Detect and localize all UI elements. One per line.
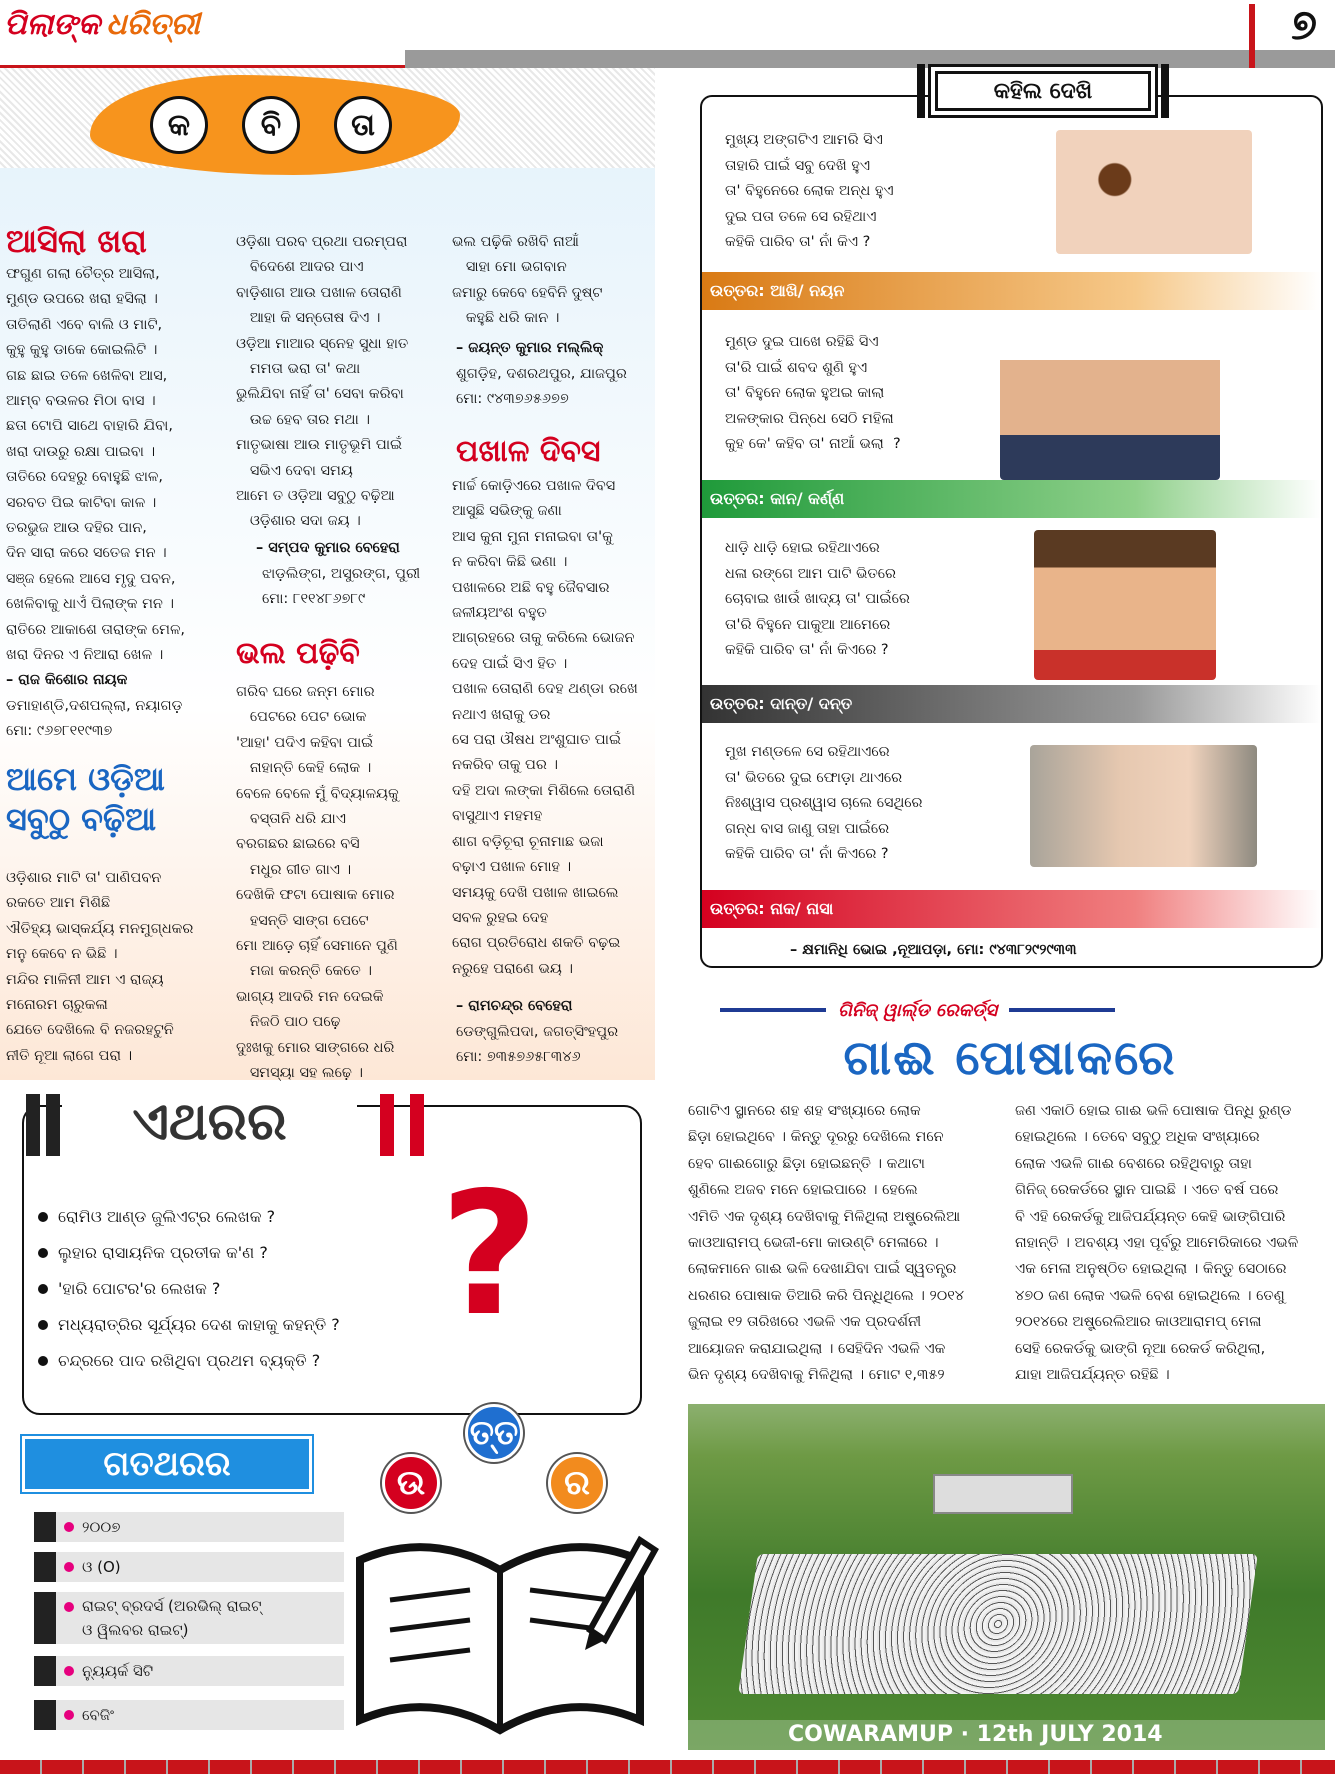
answer-1: ୨୦୦୭: [34, 1512, 344, 1542]
question-3: 'ହାରି ପୋଟର'ର ଲେଖକ ?: [38, 1272, 220, 1306]
question-mark-icon: ?: [440, 1156, 539, 1354]
poem-1-address: ଡମାହାଣ୍ଡି,ଦଶପଲ୍ଲା, ନୟାଗଡ଼ ମୋ: ୯୬୭୮୧୧୯୩୭: [6, 698, 183, 740]
page-number-divider: [1249, 4, 1255, 68]
guinness-rule-left: [720, 1008, 826, 1012]
uttara-letter-1: ଉ: [382, 1454, 440, 1512]
guinness-column-1: ଗୋଟିଏ ସ୍ଥାନରେ ଶହ ଶହ ସଂଖ୍ୟାରେ ଲୋକ ଛିଡ଼ା ହୋଇଥିବେ । କିନ୍ତୁ ଦୂରରୁ ଦେଖିଲେ ମନେ ହେବ ଗାଈଗୋରୁ ଛିଡ଼ା ହୋଇଛନ୍ତି । କଥାଟା ଶୁଣିଲେ ଅଜବ ମନେ ହୋଇପାରେ । ହେଲେ ଏମିତି ଏକ ଦୃଶ୍ୟ ଦେଖିବାକୁ ମିଳିଥିଲା ଅଷ୍ଟ୍ରେଲିଆ କାଓଆରାମପ୍ ଭେଜୀ-ମୋ କାଉଣ୍ଟି ମେଳାରେ । ଲୋକମାନେ ଗାଈ ଭଳି ଦେଖାଯିବା ପାଇଁ ସ୍ୱତନ୍ତ୍ର ଧରଣର ପୋଷାକ ତିଆରି କରି ପିନ୍ଧିଥିଲେ । ୨୦୧୪ ଜୁଲାଇ ୧୨ ତାରିଖରେ ଏଭଳି ଏକ ପ୍ରଦର୍ଶନୀ ଆୟୋଜନ କରାଯାଇଥିଲା । ସେହିଦିନ ଏଭଳି ଏକ ଭିନ ଦୃଶ୍ୟ ଦେଖିବାକୁ ମିଳିଥିଲା । ମୋଟ ୧,୩୫୨: [688, 1103, 965, 1384]
riddle-1-answer: ଉତ୍ତର: ଆଖି/ ନୟନ: [702, 272, 1321, 310]
guinness-label: [720, 1000, 1115, 1020]
poem-3-title: ଭଲ ପଢ଼ିବି: [236, 636, 360, 671]
poem-3-author: – ଜୟନ୍ତ କୁମାର ମଲ୍ଲିକ୍: [456, 340, 604, 356]
poem-2-body-b: ଓଡ଼ିଶା ପରବ ପ୍ରଥା ପରମ୍ପରା ବିଦେଶେ ଆଦର ପାଏ ବାଡ଼ିଶାଗ ଆଉ ପଖାଳ ତୋରାଣି ଆହା କି ସନ୍ତୋଷ ଦିଏ । ଓଡ଼ିଆ ମାଆର ସ୍ନେହ ସୁଧା ହାତ ମମତା ଭରା ତା' କଥା ଭୁଲିଯିବା ନାହିଁ ତା' ସେବା କରିବା ଉଚ୍ଚ ହେବ ତାର ମଥା । ମାତୃଭାଷା ଆଉ ମାତୃଭୂମି ପାଇଁ ସଭିଏ ଦେବା ସମୟ ଆମେ ତ ଓଡ଼ିଆ ସବୁଠୁ ବଢ଼ିଆ ଓଡ଼ିଶାର ସଦା ଜୟ ।: [236, 234, 409, 530]
riddle-2-answer: ଉତ୍ତର: କାନ/ କର୍ଣ୍ଣ: [702, 480, 1321, 518]
poem-2-author: – ସମ୍ପଦ କୁମାର ବେହେରା: [256, 540, 400, 556]
riddle-credit: – କ୍ଷମାନିଧି ଭୋଇ ,ନୂଆପଡ଼ା, ମୋ: ୯୪୩୮୨୯୨୯୩୩: [790, 942, 1077, 958]
teeth-photo: [1034, 530, 1216, 680]
pavilion: [933, 1474, 1073, 1514]
ethara-bar-3: [380, 1094, 394, 1156]
poem-2-title-line-1: ଆମେ ଓଡ଼ିଆ: [6, 760, 165, 798]
header-rule-left: [0, 50, 405, 68]
answer-5: ବେଜିଂ: [34, 1700, 344, 1730]
ethara-bar-4: [410, 1094, 424, 1156]
poem-2-title-line-2: ସବୁଠୁ ବଢ଼ିଆ: [6, 800, 157, 838]
poem-4-address: ଡେଙ୍ଗୁଲିପଦା, ଜଗତ୍‌ସିଂହପୁର ମୋ: ୭୩୫୭୬୫୮୩୪୬: [456, 1024, 619, 1066]
riddle-title: କହିଲ ଦେଖି: [928, 64, 1158, 118]
poem-2-body-a: ଓଡ଼ିଶାର ମାଟି ତା' ପାଣିପବନ ରକତେ ଆମ ମିଶିଛି ଐତିହ୍ୟ ଭାସ୍କର୍ଯ୍ୟ ମନମୁଗ୍ଧକର ମନୁ କେବେ ନ ଭିଛି । ମନ୍ଦିର ମାଳିନୀ ଆମ ଏ ରାଜ୍ୟ ମନୋରମ ଚାରୁକଳା ଯେତେ ଦେଖିଲେ ବି ନଜରହଟୁନି ନୀତି ନୂଆ ଲାଗେ ପରା ।: [6, 870, 194, 1064]
answer-2: ଓ (O): [34, 1552, 344, 1582]
poem-3-body-b: ଭଲ ପଢ଼ିକି ରଖିବି ନାଆଁ ସାହା ମୋ ଭଗବାନ ଜମାରୁ କେବେ ହେବିନି ଦୁଷ୍ଟ କହୁଛି ଧରି କାନ ।: [452, 234, 603, 327]
nose-photo: [1030, 745, 1257, 867]
riddle-4-text: ମୁଖ ମଣ୍ଡଳେ ସେ ରହିଥାଏରେ ତା' ଭିତରେ ଦୁଇ ଫୋଡ଼ା ଥାଏରେ ନିଃଶ୍ୱାସ ପ୍ରଶ୍ୱାସ ଚାଲେ ସେଥିରେ ଗନ୍ଧ ବାସ ଜାଣୁ ତାହା ପାଇଁରେ କହିକି ପାରିବ ତା' ନାଁ କିଏରେ ?: [725, 744, 923, 862]
question-5: ଚନ୍ଦ୍ରରେ ପାଦ ରଖିଥିବା ପ୍ରଥମ ବ୍ୟକ୍ତି ?: [38, 1344, 320, 1378]
kavita-letter-1: କ: [150, 96, 208, 154]
photo-banner: COWARAMUP · 12th JULY 2014: [688, 1720, 1325, 1750]
uttara-letter-3: ର: [548, 1454, 606, 1512]
guinness-rule-right: [1009, 1008, 1115, 1012]
riddle-3-answer: ଉତ୍ତର: ଦାନ୍ତ/ ଦନ୍ତ: [702, 685, 1321, 723]
question-2: ଲୁହାର ରାସାୟନିକ ପ୍ରତୀକ କ'ଣ ?: [38, 1236, 268, 1270]
answer-3: ରାଇଟ୍ ବ୍ରଦର୍ସ (ଅରଭିଲ୍ ରାଇଟ୍ ଓ ୱିଲବର ରାଇଟ୍): [34, 1592, 344, 1644]
poem-1-title: ଆସିଲା ଖରା: [6, 222, 147, 260]
masthead-part-1: ପିଲାଙ୍କ: [4, 6, 101, 42]
ears-photo: [1000, 330, 1220, 480]
poem-3-address: ଶୁଗଡ଼ିହ, ଦଶରଥପୁର, ଯାଜପୁର ମୋ: ୯୪୩୭୬୫୬୭୭: [456, 366, 627, 408]
riddle-4-answer: ଉତ୍ତର: ନାକ/ ନାସା: [702, 890, 1321, 928]
uttara-letter-2: ତ୍ତ: [465, 1404, 523, 1462]
poem-1-author: – ରାଜ କିଶୋର ନାୟକ: [6, 672, 128, 688]
poem-3-body-a: ଗରିବ ଘରେ ଜନ୍ମ ମୋର ପେଟରେ ପେଟ ଭୋକ 'ଆହା' ପଦିଏ କହିବା ପାଇଁ ନାହାନ୍ତି କେହି ଲୋକ । ବେଳେ ବେଳେ ମୁଁ ବିଦ୍ୟାଳୟକୁ ବସ୍ତାନି ଧରି ଯାଏ ବରଗଛର ଛାଇରେ ବସି ମଧୁର ଗୀତ ଗାଏ । ଦେଖିକି ଫଟା ପୋଷାକ ମୋର ହସନ୍ତି ସାଙ୍ଗ ପେଟେ ମୋ ଆଡ଼େ ଚାହିଁ ସେମାନେ ପୁଣି ମଜା କରନ୍ତି କେତେ । ଭାଗ୍ୟ ଆଦରି ମନ ଦେଇକି ନିଜଠି ପାଠ ପଢ଼େ ଦୁଃଖକୁ ମୋର ସାଙ୍ଗରେ ଧରି ସମସ୍ୟା ସହ ଲଢ଼େ ।: [236, 684, 399, 1082]
poem-2-address: ଝାଡ଼ଲିଙ୍ଗ, ଅସୁରଙ୍ଗ, ପୁରୀ ମୋ: ୮୧୧୪୮୬୭୮୯: [262, 566, 421, 608]
riddle-3-text: ଧାଡ଼ି ଧାଡ଼ି ହୋଇ ରହିଥାଏରେ ଧଳା ରଙ୍ଗେ ଆମ ପାଟି ଭିତରେ ଚୋବାଇ ଖାଉଁ ଖାଦ୍ୟ ତା' ପାଇଁରେ ତା'ରି ବିହୁନେ ପାକୁଆ ଆମେରେ କହିକି ପାରିବ ତା' ନାଁ କିଏରେ ?: [725, 540, 910, 658]
kavita-letter-3: ତା: [334, 96, 392, 154]
footer-rule: [0, 1760, 1335, 1774]
masthead-part-2: ଧରିତ୍ରୀ: [106, 6, 200, 42]
ethara-title: ଏଥରର: [62, 1082, 357, 1162]
riddle-1-text: ମୁଖ୍ୟ ଅଙ୍ଗଟିଏ ଆମରି ସିଏ ତାହାରି ପାଇଁ ସବୁ ଦେଖି ହୁଏ ତା' ବିହୁନେରେ ଲୋକ ଅନ୍ଧ ହୁଏ ଦୁଇ ପତା ତଳେ ସେ ରହିଥାଏ କହିକି ପାରିବ ତା' ନାଁ କିଏ ?: [725, 132, 894, 250]
eyes-photo: [1056, 130, 1252, 254]
poem-1-body: ଫଗୁଣ ଗଲା ଚୈତ୍ର ଆସିଲା, ମୁଣ୍ଡ ଉପରେ ଖରା ହସିଲା । ତାତିଲାଣି ଏବେ ବାଲି ଓ ମାଟି, କୁହୁ କୁହୁ ଡାକେ କୋଇଲିଟି । ଗଛ ଛାଇ ତଳେ ଖେଳିବା ଆସ, ଆମ୍ବ ବଉଳର ମିଠା ବାସ । ଛତା ଟୋପି ସାଥେ ବାହାରି ଯିବା, ଖରା ଦାଉରୁ ରକ୍ଷା ପାଇବା । ତାତିରେ ଦେହରୁ ବୋହୁଛି ଝାଳ, ସରବତ ପିଇ କାଟିବା କାଳ । ତରଭୁଜ ଆଉ ଦହିର ପାନ, ଦିନ ସାରା କରେ ସତେଜ ମନ । ସଞ୍ଜ ହେଲେ ଆସେ ମୃଦୁ ପବନ, ଖେଳିବାକୁ ଧାଏଁ ପିଲାଙ୍କ ମନ । ରାତିରେ ଆକାଶେ ତାରାଙ୍କ ମେଳ, ଖରା ଦିନର ଏ ନିଆରା ଖେଳ ।: [6, 266, 186, 664]
ethara-bar-1: [26, 1094, 40, 1156]
guinness-title: ଗାଈ ପୋଷାକରେ: [843, 1030, 1177, 1086]
masthead: [4, 2, 200, 46]
guinness-label-text: ଗିନିଜ୍ ୱାର୍ଲ୍ଡ ରେକର୍ଡ୍ସ: [838, 999, 997, 1021]
poem-4-body: ମାର୍ଚ୍ଚ କୋଡ଼ିଏରେ ପଖାଳ ଦିବସ ଆସୁଛି ସଭିଙ୍କୁ ଜଣା ଆସ କୁନା ମୁନା ମନାଇବା ତା'କୁ ନ କରିବା କିଛି ଭଣା । ପଖାଳରେ ଅଛି ବହୁ ଜୈବସାର ଜଳୀୟଅଂଶ ବହୁତ ଆଗ୍ରହରେ ତାକୁ କରିଲେ ଭୋଜନ ଦେହ ପାଇଁ ସିଏ ହିତ । ପଖାଳ ତୋରାଣି ଦେହ ଥଣ୍ଡା ରଖେ ନଥାଏ ଖରାକୁ ଡର ସେ ପରା ଔଷଧ ଅଂଶୁଘାତ ପାଇଁ ନକରିବ ତାକୁ ପର । ଦହି ଅଦା ଲଙ୍କା ମିଶିଲେ ତୋରାଣି ବାସୁଥାଏ ମହମହ ଶାଗ ବଡ଼ିଚୂରା ଚୂନାମାଛ ଭଜା ବଢ଼ାଏ ପଖାଳ ମୋହ । ସମୟକୁ ଦେଖି ପଖାଳ ଖାଇଲେ ସବଳ ରୁହଇ ଦେହ ରୋଗ ପ୍ରତିରୋଧ ଶକତି ବଢ଼ଇ ନରୁହେ ପରାଣେ ଭୟ ।: [452, 478, 638, 977]
ethara-bar-2: [46, 1094, 60, 1156]
poem-4-author: – ରାମଚନ୍ଦ୍ର ବେହେରା: [456, 998, 573, 1014]
answer-4: ନ୍ୟୁୟର୍କ ସିଟି: [34, 1656, 344, 1686]
riddle-2-text: ମୁଣ୍ଡ ଦୁଇ ପାଖେ ରହିଛି ସିଏ ତା'ରି ପାଇଁ ଶବଦ ଶୁଣି ହୁଏ ତା' ବିହୁନେ ଲୋକ ହୁଅଇ କାଲା ଅଳଙ୍କାର ପିନ୍ଧେ ସେଠି ମହିଳା କୁହ କେ' କହିବ ତା' ନାଆଁ ଭଲା ?: [725, 334, 901, 452]
cow-costume-crowd: [738, 1554, 1258, 1694]
open-book-icon: [340, 1500, 660, 1750]
gata-title: ଗତଥରର: [22, 1436, 312, 1492]
page-number: ୭: [1291, 0, 1317, 49]
poem-4-title: ପଖାଳ ଦିବସ: [456, 434, 601, 469]
kavita-letter-2: ବି: [242, 96, 300, 154]
question-1: ରୋମିଓ ଆଣ୍ଡ ଜୁଲିଏଟ୍‌ର ଲେଖକ ?: [38, 1200, 275, 1234]
cow-crowd-photo: [688, 1404, 1325, 1750]
question-4: ମଧ୍ୟରାତ୍ରିର ସୂର୍ଯ୍ୟର ଦେଶ କାହାକୁ କହନ୍ତି ?: [38, 1308, 340, 1342]
guinness-column-2: ଜଣ ଏକାଠି ହୋଇ ଗାଈ ଭଳି ପୋଷାକ ପିନ୍ଧି ରୁଣ୍ଡ ହୋଇଥିଲେ । ତେବେ ସବୁଠୁ ଅଧିକ ସଂଖ୍ୟାରେ ଲୋକ ଏଭଳି ଗାଈ ବେଶରେ ରହିଥିବାରୁ ତାହା ଗିନିଜ୍ ରେକର୍ଡରେ ସ୍ଥାନ ପାଇଛି । ଏତେ ବର୍ଷ ପରେ ବି ଏହି ରେକର୍ଡକୁ ଆଜିପର୍ଯ୍ୟନ୍ତ କେହି ଭାଙ୍ଗିପାରି ନାହାନ୍ତି । ଅବଶ୍ୟ ଏହା ପୂର୍ବରୁ ଆମେରିକାରେ ଏଭଳି ଏକ ମେଳା ଅନୁଷ୍ଠିତ ହୋଇଥିଲା । କିନ୍ତୁ ସେଠାରେ ୪୭୦ ଜଣ ଲୋକ ଏଭଳି ବେଶ ହୋଇଥିଲେ । ତେଣୁ ୨୦୧୪ରେ ଅଷ୍ଟ୍ରେଲିଆର କାଓଆରାମପ୍ ମେଳା ସେହି ରେକର୍ଡକୁ ଭାଙ୍ଗି ନୂଆ ରେକର୍ଡ କରିଥିଲା, ଯାହା ଆଜିପର୍ଯ୍ୟନ୍ତ ରହିଛି ।: [1015, 1103, 1299, 1384]
